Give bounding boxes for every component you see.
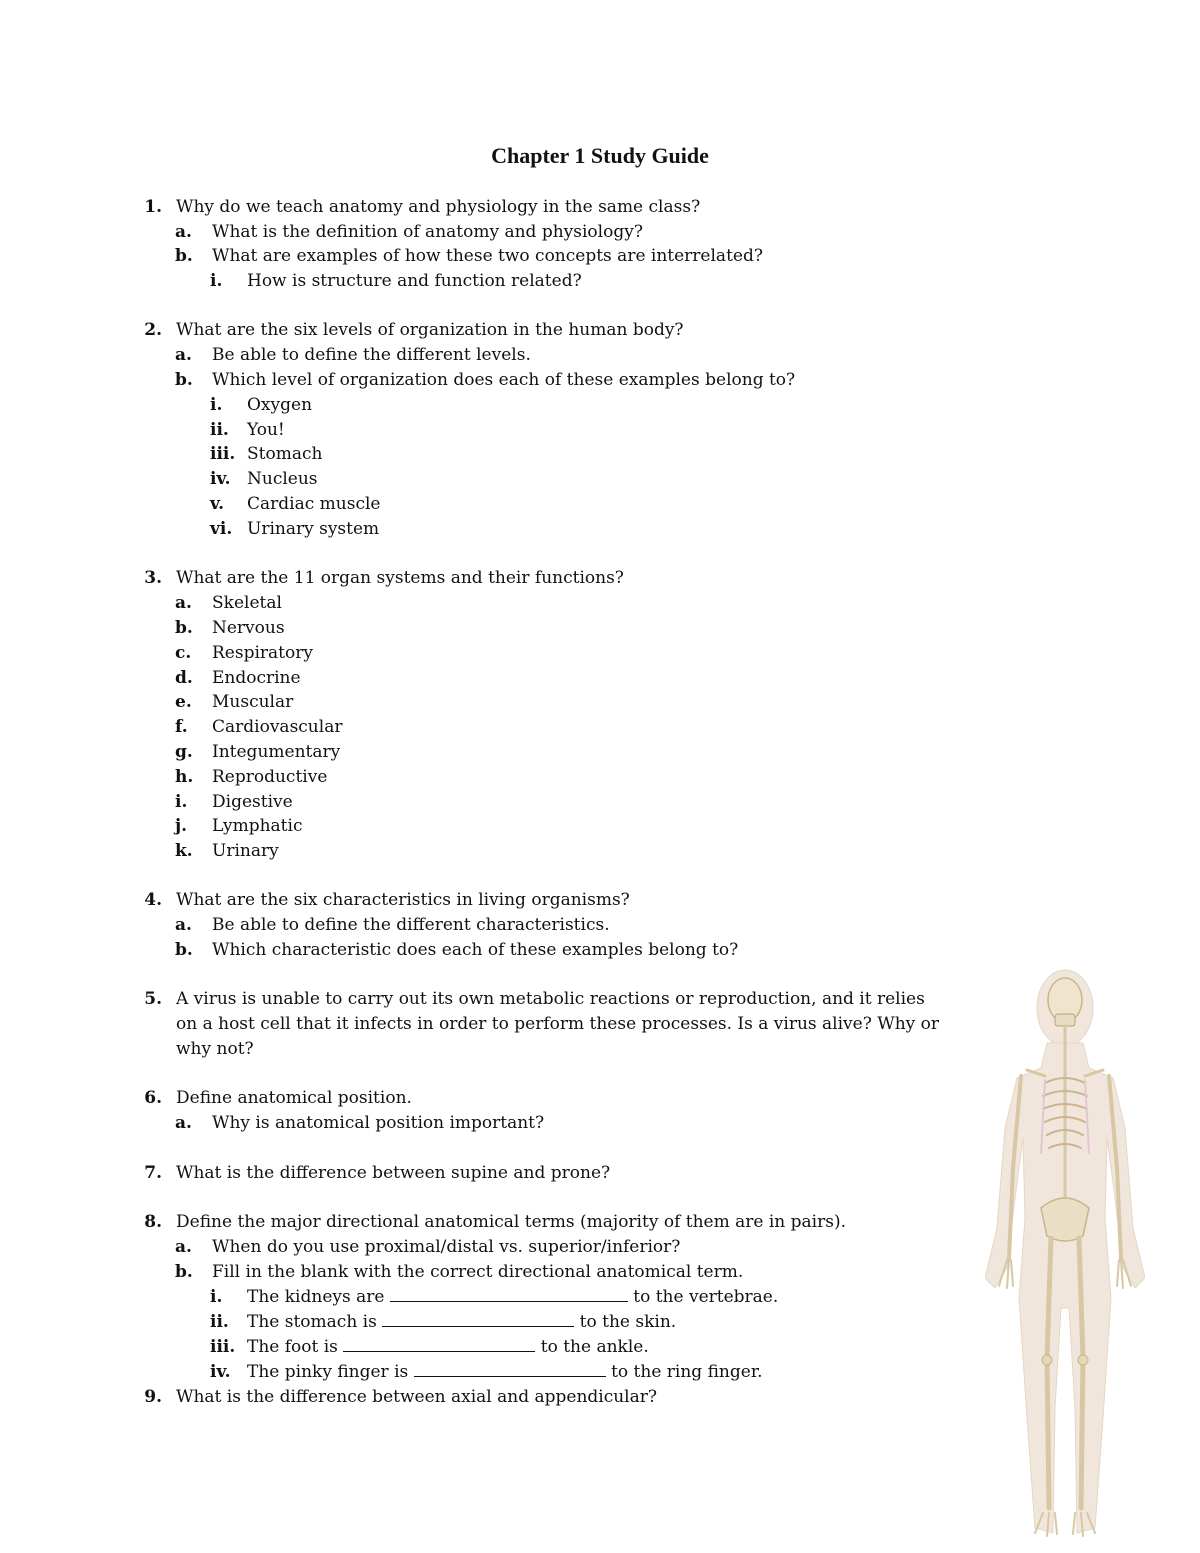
skeleton-icon xyxy=(985,968,1145,1548)
question-number: 5. xyxy=(144,989,162,1009)
sub-label: a. xyxy=(175,222,192,242)
question-text: What is the difference between axial and appendicular? xyxy=(176,1387,657,1407)
fill-blank-before: The foot is xyxy=(247,1337,338,1357)
answer-blank[interactable] xyxy=(390,1285,628,1302)
sub-label: a. xyxy=(175,1237,192,1257)
organ-system-label: h. xyxy=(175,767,194,787)
question-number: 1. xyxy=(144,197,162,217)
question-number: 4. xyxy=(144,890,162,910)
sub-text: Which characteristic does each of these examples belong to? xyxy=(212,940,739,960)
example-label: iv. xyxy=(210,469,231,489)
organ-system-text: Reproductive xyxy=(212,767,328,787)
question-text: What are the six levels of organization in the human body? xyxy=(176,320,684,340)
sub-label: a. xyxy=(175,915,192,935)
question-text-line-2: on a host cell that it infects in order to perform these processes. Is a virus alive? Why or xyxy=(176,1014,940,1034)
example-label: ii. xyxy=(210,420,229,440)
organ-system-text: Digestive xyxy=(212,792,293,812)
sub-label: b. xyxy=(175,246,193,266)
fill-blank-after: to the skin. xyxy=(579,1312,677,1332)
sub-text: What are examples of how these two concepts are interrelated? xyxy=(212,246,763,266)
sub-text: What is the definition of anatomy and physiology? xyxy=(212,222,643,242)
example-text: Oxygen xyxy=(247,395,313,415)
example-text: Stomach xyxy=(247,444,323,464)
sub-label: b. xyxy=(175,1262,193,1282)
question-text: What are the six characteristics in living organisms? xyxy=(176,890,630,910)
question-text: Why do we teach anatomy and physiology in the same class? xyxy=(176,197,701,217)
organ-system-label: e. xyxy=(175,692,192,712)
example-text: You! xyxy=(247,420,285,440)
example-label: i. xyxy=(210,395,223,415)
question-number: 6. xyxy=(144,1088,162,1108)
fill-blank-label: ii. xyxy=(210,1312,229,1332)
question-text: What are the 11 organ systems and their functions? xyxy=(176,568,624,588)
fill-blank-before: The stomach is xyxy=(247,1312,377,1332)
sub-label: b. xyxy=(175,940,193,960)
sub-text: Be able to define the different levels. xyxy=(212,345,531,365)
question-text-line-1: A virus is unable to carry out its own metabolic reactions or reproduction, and it relies xyxy=(176,989,925,1009)
sub-text: Why is anatomical position important? xyxy=(212,1113,545,1133)
sub-label: a. xyxy=(175,1113,192,1133)
organ-system-label: j. xyxy=(175,816,188,836)
example-text: Cardiac muscle xyxy=(247,494,381,514)
fill-blank-after: to the ring finger. xyxy=(611,1362,763,1382)
fill-blank-after: to the vertebrae. xyxy=(633,1287,779,1307)
fill-blank-label: iv. xyxy=(210,1362,231,1382)
example-label: vi. xyxy=(210,519,233,539)
organ-system-text: Urinary xyxy=(212,841,279,861)
organ-system-label: k. xyxy=(175,841,193,861)
question-text: What is the difference between supine and prone? xyxy=(176,1163,611,1183)
question-text-line-3: why not? xyxy=(176,1039,254,1059)
example-text: Urinary system xyxy=(247,519,380,539)
sub-text: Fill in the blank with the correct directional anatomical term. xyxy=(212,1262,744,1282)
organ-system-text: Integumentary xyxy=(212,742,341,762)
organ-system-text: Muscular xyxy=(212,692,294,712)
fill-blank-label: i. xyxy=(210,1287,223,1307)
sub-sub-label: i. xyxy=(210,271,223,291)
organ-system-label: c. xyxy=(175,643,192,663)
question-text: Define anatomical position. xyxy=(176,1088,412,1108)
organ-system-text: Lymphatic xyxy=(212,816,303,836)
organ-system-text: Cardiovascular xyxy=(212,717,343,737)
question-number: 7. xyxy=(144,1163,162,1183)
example-label: iii. xyxy=(210,444,236,464)
organ-system-text: Respiratory xyxy=(212,643,313,663)
fill-blank-before: The kidneys are xyxy=(247,1287,385,1307)
fill-blank-label: iii. xyxy=(210,1337,236,1357)
organ-system-label: a. xyxy=(175,593,192,613)
question-text: Define the major directional anatomical terms (majority of them are in pairs). xyxy=(176,1212,846,1232)
question-number: 9. xyxy=(144,1387,162,1407)
organ-system-label: d. xyxy=(175,668,193,688)
answer-blank[interactable] xyxy=(414,1360,606,1377)
organ-system-label: g. xyxy=(175,742,193,762)
question-number: 8. xyxy=(144,1212,162,1232)
sub-text: Which level of organization does each of these examples belong to? xyxy=(212,370,796,390)
page-title: Chapter 1 Study Guide xyxy=(491,143,709,168)
organ-system-text: Endocrine xyxy=(212,668,301,688)
answer-blank[interactable] xyxy=(343,1335,535,1352)
sub-sub-text: How is structure and function related? xyxy=(247,271,582,291)
organ-system-label: b. xyxy=(175,618,193,638)
question-number: 3. xyxy=(144,568,162,588)
organ-system-text: Skeletal xyxy=(212,593,282,613)
sub-text: When do you use proximal/distal vs. superior/inferior? xyxy=(212,1237,681,1257)
sub-label: b. xyxy=(175,370,193,390)
example-text: Nucleus xyxy=(247,469,318,489)
organ-system-text: Nervous xyxy=(212,618,285,638)
example-label: v. xyxy=(210,494,225,514)
organ-system-label: f. xyxy=(175,717,188,737)
sub-label: a. xyxy=(175,345,192,365)
answer-blank[interactable] xyxy=(382,1310,574,1327)
fill-blank-after: to the ankle. xyxy=(540,1337,649,1357)
fill-blank-before: The pinky finger is xyxy=(247,1362,409,1382)
sub-text: Be able to define the different characteristics. xyxy=(212,915,610,935)
question-number: 2. xyxy=(144,320,162,340)
organ-system-label: i. xyxy=(175,792,188,812)
